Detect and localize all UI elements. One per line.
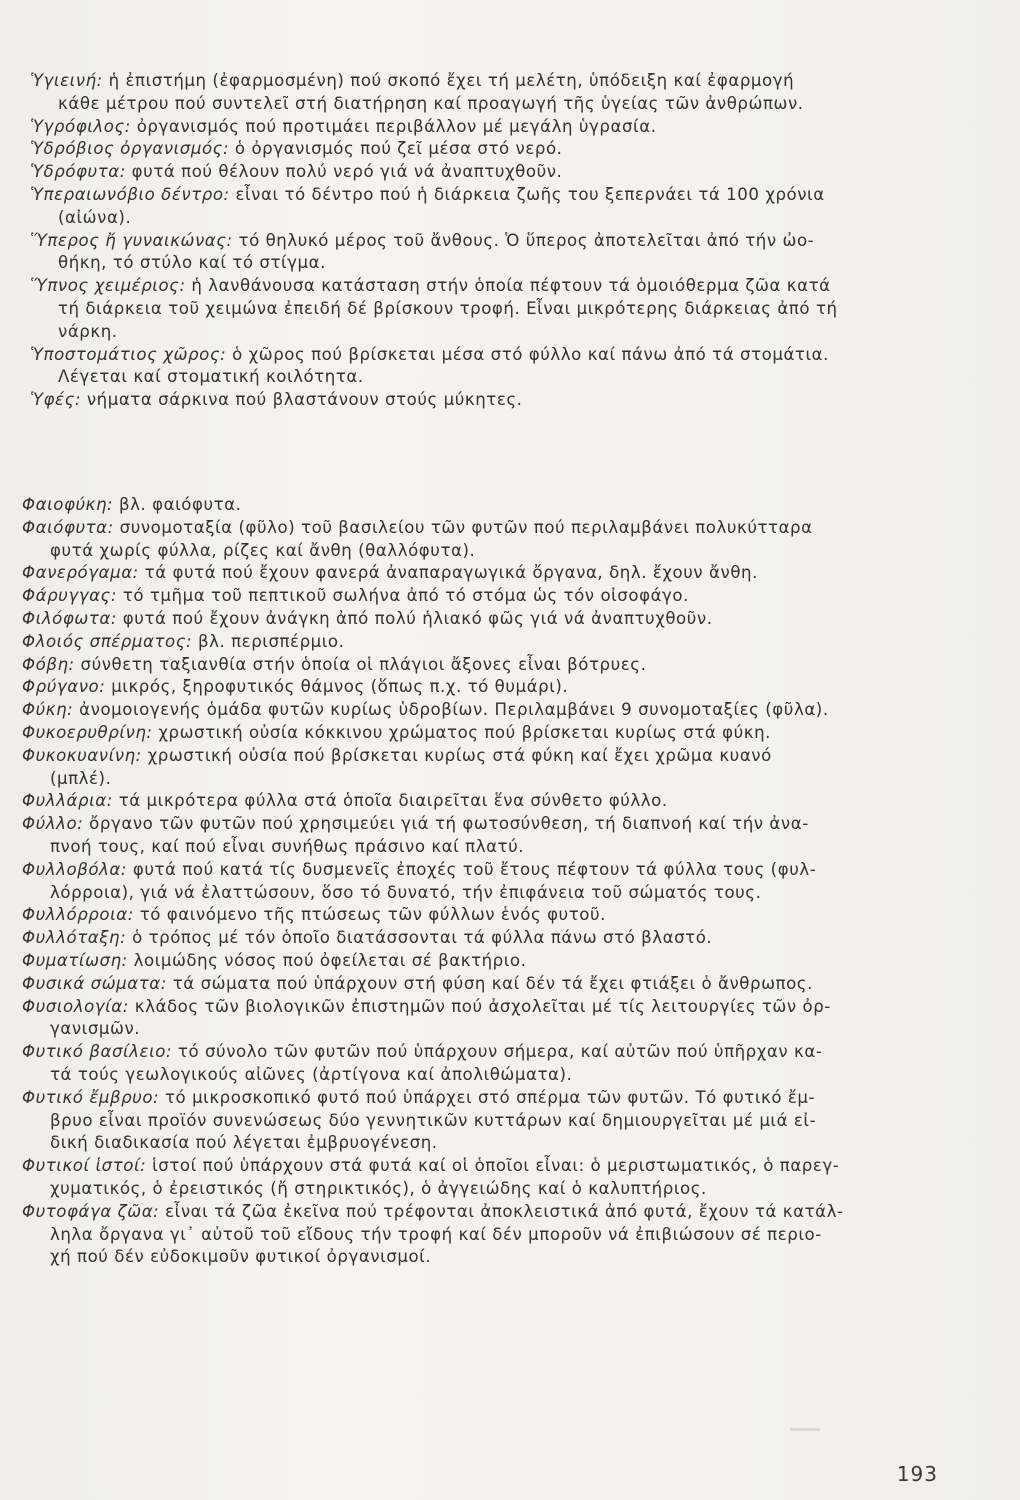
entry-first-line (22, 608, 940, 631)
glossary-entry (22, 608, 940, 631)
glossary-term: Φυσιολογία: (22, 996, 129, 1016)
entry-first-line (30, 389, 952, 412)
entry-first-line (22, 654, 940, 677)
glossary-term: Φάρυγγας: (22, 586, 117, 606)
glossary-term: Φυλλόταξη: (22, 928, 127, 948)
glossary-term: Φιλόφωτα: (22, 608, 117, 628)
glossary-definition-text: Λέγεται καί στοματική κοιλότητα. (58, 367, 364, 387)
glossary-term: Φυτοφάγα ζῶα: (22, 1201, 160, 1221)
glossary-definition-text: (αἰώνα). (58, 207, 132, 227)
glossary-term: Φυκοκυανίνη: (22, 745, 142, 765)
glossary-term: Φυλλόρροια: (22, 905, 134, 925)
glossary-entry (22, 585, 940, 608)
glossary-definition-text: φυτά πού κατά τίς δυσμενεῖς ἐποχές τοῦ ἔτους πέφτουν τά φύλλα τους (φυλ- (127, 859, 817, 879)
glossary-definition-text: πνοή τους, καί πού εἶναι συνήθως πράσινο καί πλατύ. (50, 836, 525, 856)
entry-continuation-line (22, 1224, 940, 1247)
glossary-definition-text: δική διαδικασία πού λέγεται ἐμβρυογένεση. (50, 1133, 438, 1153)
glossary-entry (30, 230, 952, 276)
entry-first-line (22, 585, 940, 608)
entry-first-line (22, 745, 940, 768)
glossary-definition-text: βλ. περισπέρμιο. (192, 631, 345, 651)
glossary-term: Φυκοερυθρίνη: (22, 722, 153, 742)
glossary-definition-text: ὁ χῶρος πού βρίσκεται μέσα στό φύλλο καί πάνω ἀπό τά στομάτια. (226, 344, 829, 364)
glossary-entry (30, 161, 952, 184)
glossary-term: Φύκη: (22, 700, 74, 720)
glossary-definition-text: ὁ ὀργανισμός πού ζεῖ μέσα στό νερό. (229, 139, 563, 159)
entry-first-line (22, 950, 940, 973)
entry-first-line (22, 996, 940, 1019)
glossary-definition-text: χυματικός, ὁ ἐρειστικός (ἤ στηρικτικός), ὁ ἀγγειώδης καί ὁ καλυπτήριος. (50, 1178, 707, 1198)
entry-continuation-line (22, 768, 940, 791)
entry-first-line (30, 344, 952, 367)
glossary-definition-text: φυτά πού ἔχουν ἀνάγκη ἀπό πολύ ἡλιακό φῶς γιά νά ἀναπτυχθοῦν. (116, 608, 713, 628)
glossary-definition-text: ὁ τρόπος μέ τόν ὁποῖο διατάσσονται τά φύλλα πάνω στό βλαστό. (126, 928, 713, 948)
glossary-section-upsilon (30, 70, 952, 412)
glossary-definition-text: εἶναι τά ζῶα ἐκεῖνα πού τρέφονται ἀποκλειστικά ἀπό φυτά, ἔχουν τά κατάλ- (159, 1201, 844, 1221)
entry-first-line (22, 904, 940, 927)
glossary-term: Φύλλο: (22, 814, 84, 834)
glossary-definition-text: γανισμῶν. (50, 1019, 141, 1039)
glossary-entry (22, 1041, 940, 1087)
glossary-entry (30, 70, 952, 116)
page-mark (790, 1428, 820, 1431)
glossary-term: Ὑδρόβιος ὀργανισμός: (30, 139, 230, 159)
glossary-definition-text: κάθε μέτρου πού συντελεῖ στή διατήρηση καί προαγωγή τῆς ὑγείας τῶν ἀνθρώπων. (58, 93, 804, 113)
glossary-entry (22, 813, 940, 859)
glossary-definition-text: χρωστική οὐσία πού βρίσκεται κυρίως στά φύκη καί ἔχει χρῶμα κυανό (141, 745, 772, 765)
glossary-term: Ὕπνος χειμέριος: (30, 276, 186, 296)
glossary-term: Φρύγανο: (22, 677, 106, 697)
entry-first-line (22, 631, 940, 654)
entry-continuation-line (22, 1132, 940, 1155)
glossary-entry (22, 654, 940, 677)
entry-first-line (22, 973, 940, 996)
entry-first-line (22, 722, 940, 745)
entry-first-line (30, 116, 952, 139)
entry-continuation-line (22, 836, 940, 859)
glossary-term: Φαιόφυτα: (22, 517, 114, 537)
glossary-entry (22, 699, 940, 722)
glossary-entry (30, 184, 952, 230)
glossary-term: Φαιοφύκη: (22, 495, 114, 514)
glossary-entry (22, 790, 940, 813)
entry-continuation-line (30, 298, 952, 321)
glossary-definition-text: ἡ λανθάνουσα κατάσταση στήν ὁποία πέφτουν τά ὁμοιόθερμα ζῶα κατά (185, 276, 831, 296)
entry-continuation-line (22, 1018, 940, 1041)
glossary-section-phi (22, 494, 940, 1269)
glossary-entry (22, 1201, 940, 1269)
glossary-entry (30, 275, 952, 343)
glossary-definition-text: φυτά πού θέλουν πολύ νερό γιά νά ἀναπτυχθοῦν. (125, 162, 563, 182)
glossary-definition-text: φυτά χωρίς φύλλα, ρίζες καί ἄνθη (θαλλόφυτα). (50, 540, 476, 560)
glossary-term: Φυλλάρια: (22, 791, 113, 811)
entry-continuation-line (22, 1246, 940, 1269)
glossary-entry (22, 494, 940, 517)
glossary-definition-text: ἱστοί πού ὑπάρχουν στά φυτά καί οἱ ὁποῖοι εἶναι: ὁ μεριστωματικός, ὁ παρεγ- (146, 1156, 840, 1176)
glossary-definition-text: ἀνομοιογενής ὁμάδα φυτῶν κυρίως ὑδροβίων. Περιλαμβάνει 9 συνομοταξίες (φῦλα). (73, 700, 829, 720)
entry-continuation-line (30, 321, 952, 344)
glossary-term: Ὑγρόφιλος: (30, 116, 131, 136)
entry-first-line (22, 927, 940, 950)
glossary-definition-text: χρωστική οὐσία κόκκινου χρώματος πού βρίσκεται κυρίως στά φύκη. (152, 722, 771, 742)
glossary-entry (22, 859, 940, 905)
entry-continuation-line (22, 1110, 940, 1133)
glossary-term: Φυτικοί ἱστοί: (22, 1156, 147, 1176)
glossary-definition-text: κλάδος τῶν βιολογικῶν ἐπιστημῶν πού ἀσχολεῖται μέ τίς λειτουργίες τῶν ὀρ- (128, 996, 831, 1016)
glossary-definition-text: τό σύνολο τῶν φυτῶν πού ὑπάρχουν σήμερα, καί αὐτῶν πού ὑπῆρχαν κα- (172, 1042, 823, 1062)
glossary-definition-text: λόρροια), γιά νά ἐλαττώσουν, ὅσο τό δυνατό, τήν ἐπιφάνεια τοῦ σώματός τους. (50, 882, 762, 902)
entry-first-line (22, 1155, 940, 1178)
glossary-definition-text: τό θηλυκό μέρος τοῦ ἄνθους. Ὁ ὕπερος ἀποτελεῖται ἀπό τήν ὠο- (232, 230, 815, 250)
glossary-definition-text: χή πού δέν εὐδοκιμοῦν φυτικοί ὀργανισμοί. (50, 1247, 432, 1267)
entry-first-line (22, 859, 940, 882)
entry-first-line (30, 161, 952, 184)
glossary-entry (30, 389, 952, 412)
glossary-term: Ὑφές: (30, 390, 81, 410)
glossary-entry (22, 996, 940, 1042)
glossary-definition-text: σύνθετη ταξιανθία στήν ὁποία οἱ πλάγιοι ἄξονες εἶναι βότρυες. (74, 654, 647, 674)
entry-first-line (22, 1201, 940, 1224)
glossary-definition-text: μικρός, ξηροφυτικός θάμνος (ὅπως π.χ. τό θυμάρι). (105, 677, 569, 697)
glossary-definition-text: τό τμῆμα τοῦ πεπτικοῦ σωλήνα ἀπό τό στόμα ὡς τόν οἰσοφάγο. (117, 586, 689, 606)
glossary-term: Φυσικά σώματα: (22, 973, 167, 993)
glossary-definition-text: βλ. φαιόφυτα. (113, 495, 242, 514)
glossary-definition-text: τή διάρκεια τοῦ χειμώνα ἐπειδή δέ βρίσκουν τροφή. Εἶναι μικρότερης διάρκειας ἀπό τή (58, 298, 838, 318)
glossary-term: Ὑδρόφυτα: (30, 162, 126, 182)
glossary-term: Ὑγιεινή: (30, 71, 103, 90)
glossary-entry (22, 973, 940, 996)
entry-first-line (22, 1041, 940, 1064)
glossary-entry (30, 344, 952, 390)
glossary-term: Ὕπερος ἤ γυναικώνας: (30, 230, 233, 250)
glossary-definition-text: ληλα ὄργανα γι᾽ αὐτοῦ τοῦ εἴδους τήν τροφή καί δέν μποροῦν νά ἐπιβιώσουν σέ περιο- (50, 1224, 822, 1244)
glossary-definition-text: εἶναι τό δέντρο πού ἡ διάρκεια ζωῆς του ξεπερνάει τά 100 χρόνια (229, 184, 825, 204)
glossary-entry (22, 676, 940, 699)
glossary-term: Φυτικό βασίλειο: (22, 1042, 173, 1062)
entry-first-line (30, 138, 952, 161)
entry-first-line (30, 230, 952, 253)
entry-continuation-line (22, 882, 940, 905)
entry-first-line (30, 184, 952, 207)
glossary-definition-text: τό φαινόμενο τῆς πτώσεως τῶν φύλλων ἑνός φυτοῦ. (133, 905, 606, 925)
glossary-entry (22, 517, 940, 563)
glossary-definition-text: βρυο εἶναι προϊόν συνενώσεως δύο γεννητικῶν κυττάρων καί δημιουργεῖται μέ μιά εἰ- (50, 1110, 817, 1130)
glossary-definition-text: ὄργανο τῶν φυτῶν πού χρησιμεύει γιά τή φωτοσύνθεση, τή διαπνοή καί τήν ἀνα- (83, 814, 809, 834)
entry-continuation-line (30, 366, 952, 389)
glossary-term: Φυλλοβόλα: (22, 859, 128, 879)
entry-first-line (22, 790, 940, 813)
glossary-definition-text: συνομοταξία (φῦλο) τοῦ βασιλείου τῶν φυτῶν πού περιλαμβάνει πολυκύτταρα (113, 517, 813, 537)
entry-first-line (22, 517, 940, 540)
entry-first-line (22, 562, 940, 585)
glossary-definition-text: τά μικρότερα φύλλα στά ὁποῖα διαιρεῖται ἕνα σύνθετο φύλλο. (112, 791, 668, 811)
glossary-term: Φανερόγαμα: (22, 563, 139, 583)
glossary-entry (22, 950, 940, 973)
page-number: 193 (896, 1462, 938, 1486)
entry-continuation-line (30, 252, 952, 275)
entry-continuation-line (30, 207, 952, 230)
glossary-definition-text: λοιμώδης νόσος πού ὀφείλεται σέ βακτήριο. (127, 950, 527, 970)
glossary-definition-text: (μπλέ). (50, 768, 112, 788)
entry-first-line (30, 275, 952, 298)
glossary-definition-text: τά σώματα πού ὑπάρχουν στή φύση καί δέν τά ἔχει φτιάξει ὁ ἄνθρωπος. (166, 973, 813, 993)
glossary-entry (22, 927, 940, 950)
glossary-entry (30, 116, 952, 139)
glossary-entry (22, 1155, 940, 1201)
glossary-term: Φόβη: (22, 654, 75, 674)
glossary-term: Ὑποστομάτιος χῶρος: (30, 344, 227, 364)
entry-first-line (30, 70, 952, 93)
glossary-entry (22, 1087, 940, 1155)
glossary-entry (22, 745, 940, 791)
glossary-definition-text: νήματα σάρκινα πού βλαστάνουν στούς μύκητες. (81, 390, 523, 410)
glossary-definition-text: τά φυτά πού ἔχουν φανερά ἀναπαραγωγικά ὄργανα, δηλ. ἔχουν ἄνθη. (138, 563, 758, 583)
glossary-entry (30, 138, 952, 161)
glossary-definition-text: θήκη, τό στύλο καί τό στίγμα. (58, 253, 326, 273)
entry-continuation-line (30, 93, 952, 116)
glossary-entry (22, 904, 940, 927)
entry-first-line (22, 676, 940, 699)
entry-first-line (22, 813, 940, 836)
glossary-definition-text: ἡ ἐπιστήμη (ἐφαρμοσμένη) πού σκοπό ἔχει τή μελέτη, ὑπόδειξη καί ἐφαρμογή (102, 71, 795, 90)
glossary-entry (22, 631, 940, 654)
entry-first-line (22, 494, 940, 517)
glossary-entry (22, 722, 940, 745)
glossary-definition-text: νάρκη. (58, 321, 118, 341)
glossary-definition-text: τά τούς γεωλογικούς αἰῶνες (ἀρτίγονα καί ἀπολιθώματα). (50, 1064, 573, 1084)
entry-continuation-line (22, 540, 940, 563)
glossary-term: Ὑπεραιωνόβιο δέντρο: (30, 184, 230, 204)
glossary-entry (22, 562, 940, 585)
glossary-term: Φλοιός σπέρματος: (22, 631, 193, 651)
glossary-definition-text: ὀργανισμός πού προτιμάει περιβάλλον μέ μεγάλη ὑγρασία. (130, 116, 657, 136)
glossary-term: Φυτικό ἔμβρυο: (22, 1087, 160, 1107)
entry-continuation-line (22, 1178, 940, 1201)
glossary-term: Φυματίωση: (22, 950, 128, 970)
entry-first-line (22, 699, 940, 722)
glossary-definition-text: τό μικροσκοπικό φυτό πού ὑπάρχει στό σπέρμα τῶν φυτῶν. Τό φυτικό ἔμ- (159, 1087, 816, 1107)
entry-first-line (22, 1087, 940, 1110)
entry-continuation-line (22, 1064, 940, 1087)
